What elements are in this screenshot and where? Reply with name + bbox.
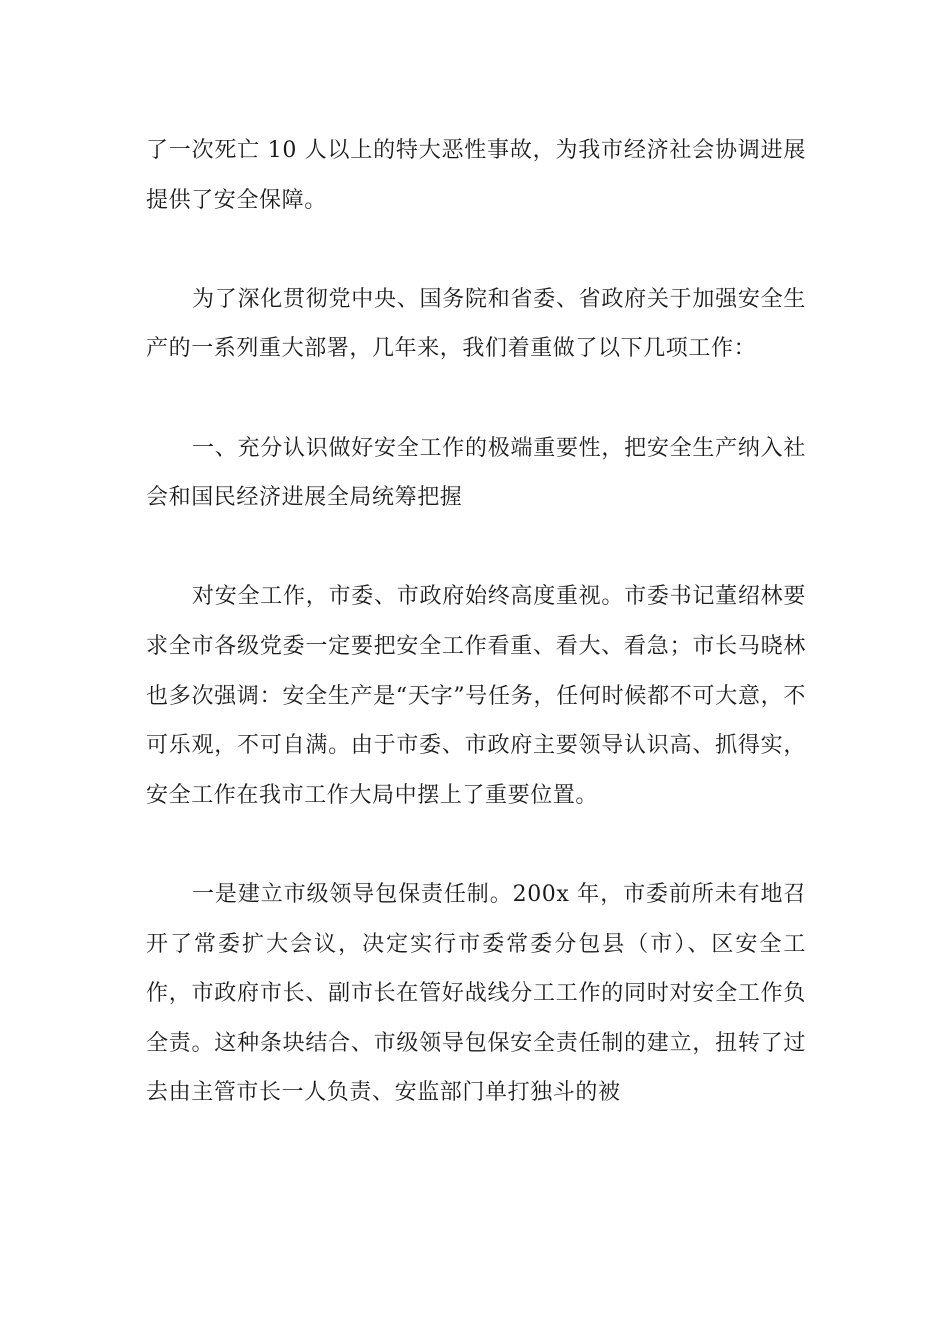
section-heading-1: 一、充分认识做好安全工作的极端重要性，把安全生产纳入社会和国民经济进展全局统筹把握 bbox=[146, 435, 806, 511]
paragraph-2: 为了深化贯彻党中央、国务院和省委、省政府关于加强安全生产的一系列重大部署，几年来，我们着重做了以下几项工作： bbox=[146, 286, 806, 362]
document-body bbox=[146, 126, 806, 1167]
paragraph-3: 对安全工作，市委、市政府始终高度重视。市委书记董绍林要求全市各级党委一定要把安全工作看重、看大、看急；市长马晓林也多次强调：安全生产是“天字”号任务，任何时候都不可大意，不可乐观，不可自满。由于市委、市政府主要领导认识高、抓得实，安全工作在我市工作大局中摆上了重要位置。 bbox=[146, 584, 806, 808]
paragraph-1: 了一次死亡 10 人以上的特大恶性事故，为我市经济社会协调进展提供了安全保障。 bbox=[146, 138, 806, 213]
paragraph-4: 一是建立市级领导包保责任制。200x 年，市委前所未有地召开了常委扩大会议，决定实行市委常委分包县（市）、区安全工作，市政府市长、副市长在管好战线分工工作的同时对安全工作负全责。这种条块结合、市级领导包保安全责任制的建立，扭转了过去由主管市长一人负责、安监部门单打独斗的被 bbox=[146, 881, 806, 1106]
